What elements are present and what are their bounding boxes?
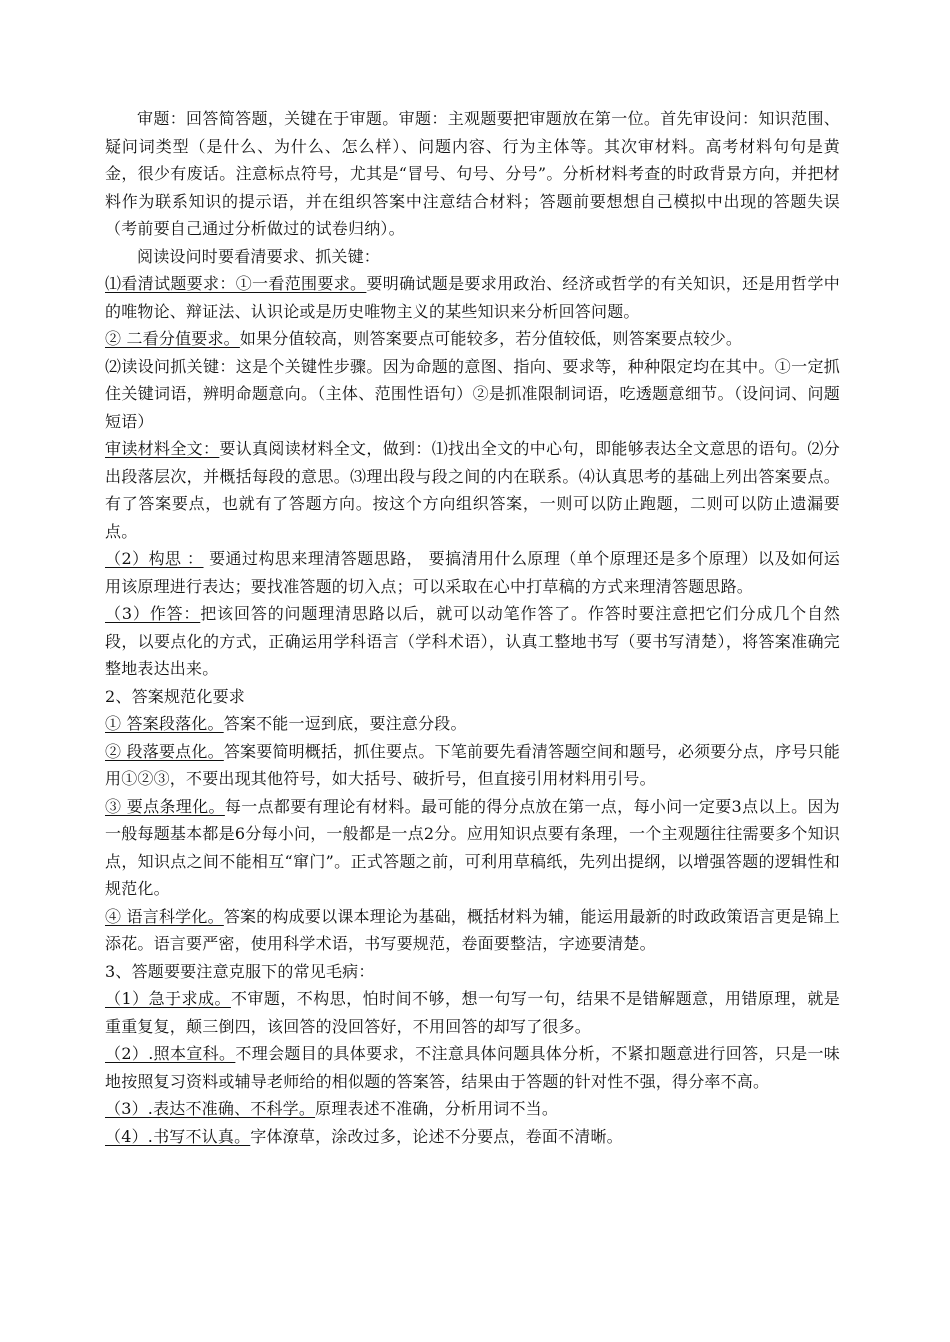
text-run: 每一点都要有理论有材料。最可能的得分点放在第一点，每小问一定要3点以上。因为一般每题基本都是6分每小问，一般都是一点2分。应用知识点要有条理，一个主观题往往需要多个知识点，知识点之间不能相互“窜门”。正式答题之前，可利用草稿纸，先列出提纲，以增强答题的逻辑性和规范化。 — [105, 796, 841, 898]
paragraph-b2 — [105, 243, 840, 271]
paragraph-b13 — [105, 903, 840, 958]
paragraph-b7 — [105, 545, 840, 600]
paragraph-b9 — [105, 683, 840, 711]
underlined-heading: （2）.照本宣科。 — [105, 1044, 236, 1063]
text-run: 2、答案规范化要求 — [105, 686, 245, 706]
paragraph-b10 — [105, 710, 840, 738]
text-run: 要明确试题是要求用政治、经济或哲学的有关知识，还是用哲学中的唯物论、辩证法、认识论或是历史唯物主义的某些知识来分析回答问题。 — [105, 274, 840, 321]
paragraph-b18 — [105, 1123, 840, 1151]
underlined-heading: 审读材料全文： — [105, 439, 220, 458]
text-run: 阅读设问时要看清要求、抓关键： — [137, 246, 381, 266]
paragraph-b5 — [105, 353, 840, 436]
text-run: 把该回答的问题理清思路以后，就可以动笔作答了。作答时要注意把它们分成几个自然段，以要点化的方式，正确运用学科语言（学科术语），认真工整地书写（要书写清楚），将答案准确完整地表达出来。 — [105, 604, 840, 678]
paragraph-b15 — [105, 985, 840, 1040]
paragraph-b8 — [105, 600, 840, 683]
paragraph-b16 — [105, 1040, 840, 1095]
paragraph-b11 — [105, 738, 840, 793]
underlined-heading: （2）构思 ： — [105, 549, 204, 568]
underlined-heading: （1）急于求成。 — [105, 989, 231, 1008]
underlined-heading: ① 答案段落化。 — [105, 714, 224, 733]
paragraph-b14 — [105, 958, 840, 986]
underlined-heading: ② 二看分值要求。 — [105, 329, 240, 348]
paragraph-b12 — [105, 793, 840, 903]
paragraph-b6 — [105, 435, 840, 545]
text-run: 不审题，不构思，怕时间不够，想一句写一句，结果不是错解题意，用错原理，就是重重复复，颠三倒四，该回答的没回答好，不用回答的却写了很多。 — [105, 989, 841, 1036]
text-run: 答案的构成要以课本理论为基础，概括材料为辅，能运用最新的时政政策语言更是锦上添花。语言要严密，使用科学术语，书写要规范，卷面要整洁，字迹要清楚。 — [105, 906, 840, 953]
text-run: 3、答题要要注意克服下的常见毛病： — [105, 961, 375, 981]
text-run: 如果分值较高，则答案要点可能较多，若分值较低，则答案要点较少。 — [239, 329, 743, 348]
underlined-heading: ④ 语言科学化。 — [105, 906, 224, 926]
paragraph-b1 — [105, 105, 840, 243]
text-run: 要认真阅读材料全文，做到：⑴找出全文的中心句，即能够表达全文意思的语句。⑵分出段落层次，并概括每段的意思。⑶理出段与段之间的内在联系。⑷认真思考的基础上列出答案要点。有了答案要点，也就有了答题方向。按这个方向组织答案，一则可以防止跑题，二则可以防止遗漏要点。 — [105, 439, 840, 541]
text-run: 答案不能一逗到底，要注意分段。 — [223, 714, 467, 733]
underlined-heading: （3）作答： — [105, 604, 201, 623]
paragraph-b3 — [105, 270, 840, 325]
text-run: 答案要简明概括，抓住要点。下笔前要先看清答题空间和题号，必须要分点，序号只能用①②③，不要出现其他符号，如大括号、破折号，但直接引用材料用引号。 — [105, 741, 840, 788]
underlined-heading: （3）.表达不准确、不科学。 — [105, 1099, 316, 1118]
underlined-heading: ② 段落要点化。 — [105, 741, 224, 761]
text-run: ⑵读设问抓关键：这是个关键性步骤。因为命题的意图、指向、要求等，种种限定均在其中。①一定抓住关键词语，辨明命题意向。（主体、范围性语句）②是抓准限制词语，吃透题意细节。（设问词、问题短语） — [105, 356, 840, 431]
text-run: 要通过构思来理清答题思路， 要搞清用什么原理（单个原理还是多个原理）以及如何运用该原理进行表达；要找准答题的切入点；可以采取在心中打草稿的方式来理清答题思路。 — [105, 549, 840, 596]
underlined-heading: （4）.书写不认真。 — [105, 1126, 251, 1146]
text-run: 审题：回答简答题，关键在于审题。审题：主观题要把审题放在第一位。首先审设问：知识范围、疑问词类型（是什么、为什么、怎么样）、问题内容、行为主体等。其次审材料。高考材料句句是黄金，很少有废话。注意标点符号，尤其是“冒号、句号、分号”。分析材料考查的时政背景方向，并把材料作为联系知识的提示语，并在组织答案中注意结合材料；答题前要想想自己模拟中出现的答题失误（考前要自己通过分析做过的试卷归纳）。 — [105, 109, 840, 238]
paragraph-b17 — [105, 1095, 840, 1123]
paragraph-b4 — [105, 325, 840, 353]
document-body — [105, 105, 840, 1150]
underlined-heading: ⑴看清试题要求：①一看范围要求。 — [105, 274, 367, 293]
text-run: 不理会题目的具体要求，不注意具体问题具体分析，不紧扣题意进行回答，只是一味地按照复习资料或辅导老师给的相似题的答案答，结果由于答题的针对性不强，得分率不高。 — [105, 1044, 840, 1091]
underlined-heading: ③ 要点条理化。 — [105, 796, 225, 816]
text-run: 字体潦草，涂改过多，论述不分要点，卷面不清晰。 — [250, 1126, 623, 1146]
text-run: 原理表述不准确，分析用词不当。 — [315, 1099, 559, 1118]
